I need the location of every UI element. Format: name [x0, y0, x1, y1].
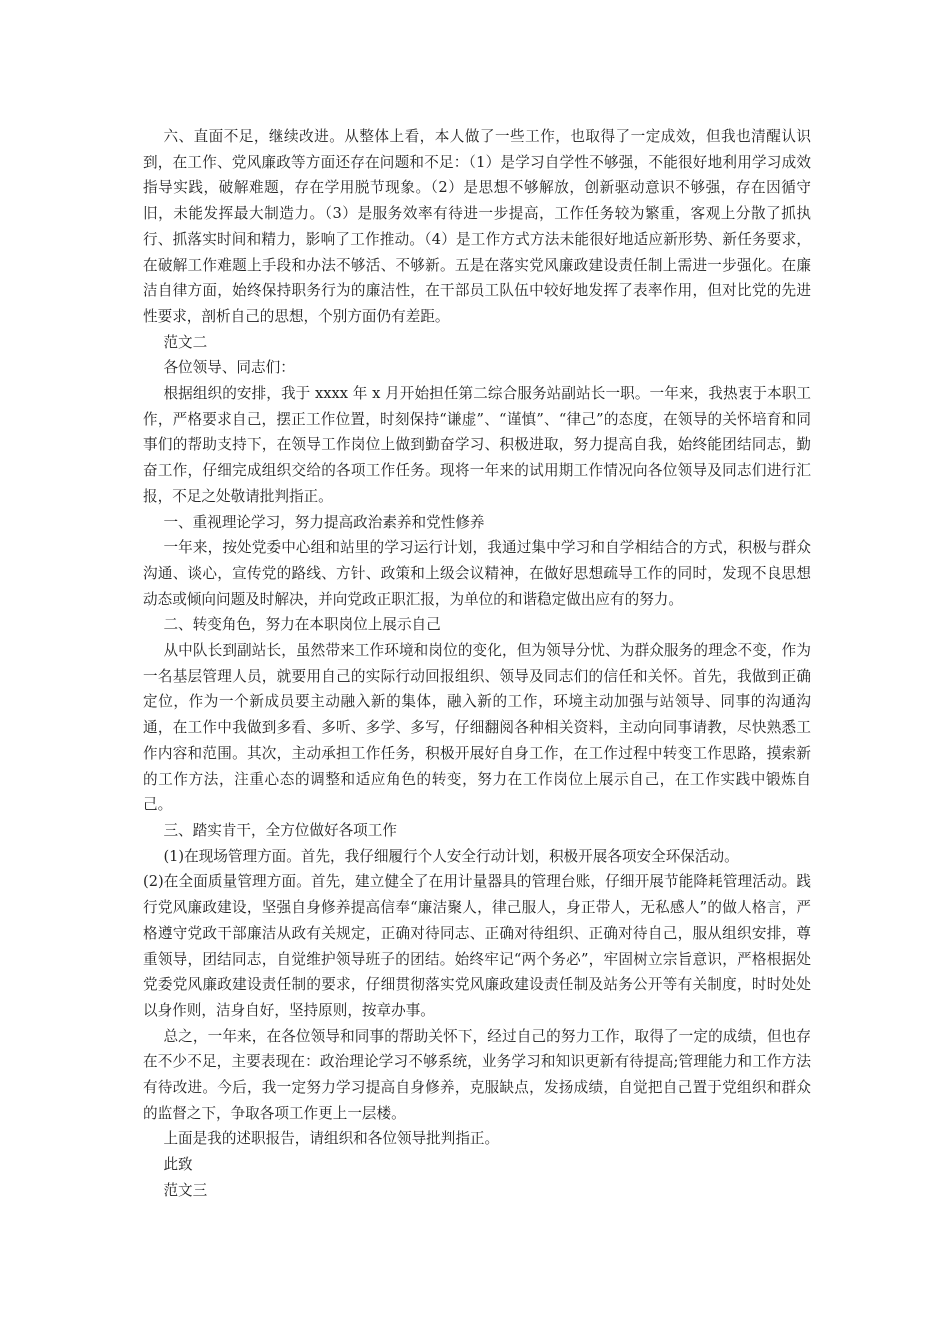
closing-salutation: 此致 — [163, 1156, 193, 1174]
heading-theory-study: 一、重视理论学习，努力提高政治素养和党性修养 — [163, 513, 485, 531]
paragraph-quality-management: (2)在全面质量管理方面。首先，建立健全了在用计量器具的管理台账，仔细开展节能降耗管理活动。践行党风廉政建设，坚强自身修养提高信奉“廉洁聚人，律己服人，身正带人，无私感人”的做人格言，严格遵守党政干部廉洁从政有关规定，正确对待同志、正确对待组织、正确对待自己，服从组织安排，尊重领导，团结同志，自觉维护领导班子的团结。始终牢记“两个务必”，牢固树立宗旨意识，严格根据处党委党风廉政建设责任制的要求，仔细贯彻落实党风廉政建设责任制及站务公开等有关制度，时时处处以身作则，洁身自好，坚持原则，按章办事。 — [143, 873, 811, 1019]
paragraph-theory-study: 一年来，按处党委中心组和站里的学习运行计划，我通过集中学习和自学相结合的方式，积极与群众沟通、谈心，宣传党的路线、方针、政策和上级会议精神，在做好思想疏导工作的同时，发现不良思想动态或倾向问题及时解决，并向党政正职汇报，为单位的和谐稳定做出应有的努力。 — [143, 539, 811, 608]
section-heading-sample-two: 范文二 — [163, 333, 208, 351]
section-heading-sample-three: 范文三 — [163, 1181, 208, 1199]
paragraph-self-improvement: 六、直面不足，继续改进。从整体上看，本人做了一些工作，也取得了一定成效，但我也清醒认识到，在工作、党风廉政等方面还存在问题和不足：（1）是学习自学性不够强，不能很好地利用学习成效指导实践，破解难题，存在学用脱节现象。（2）是思想不够解放，创新驱动意识不够强，存在因循守旧，未能发挥最大制造力。（3）是服务效率有待进一步提高，工作任务较为繁重，客观上分散了抓执行、抓落实时间和精力，影响了工作推动。（4）是工作方式方法未能很好地适应新形势、新任务要求，在破解工作难题上手段和办法不够活、不够新。五是在落实党风廉政建设责任制上需进一步强化。在廉洁自律方面，始终保持职务行为的廉洁性，在干部员工队伍中较好地发挥了表率作用，但对比党的先进性要求，剖析自己的思想，个别方面仍有差距。 — [143, 128, 811, 325]
paragraph-closing-request: 上面是我的述职报告，请组织和各位领导批判指正。 — [163, 1130, 500, 1148]
document-page — [143, 124, 811, 1204]
salutation: 各位领导、同志们： — [163, 359, 295, 377]
paragraph-summary: 总之，一年来，在各位领导和同事的帮助关怀下，经过自己的努力工作，取得了一定的成绩，但也存在不少不足，主要表现在：政治理论学习不够系统，业务学习和知识更新有待提高;管理能力和工作方法有待改进。今后，我一定努力学习提高自身修养，克服缺点，发扬成绩，自觉把自己置于党组织和群众的监督之下，争取各项工作更上一层楼。 — [143, 1027, 811, 1122]
paragraph-site-management: (1)在现场管理方面。首先，我仔细履行个人安全行动计划，积极开展各项安全环保活动。 — [163, 847, 739, 865]
heading-role-change: 二、转变角色，努力在本职岗位上展示自己 — [163, 616, 441, 634]
paragraph-introduction: 根据组织的安排，我于 xxxx 年 x 月开始担任第二综合服务站副站长一职。一年来，我热衷于本职工作，严格要求自己，摆正工作位置，时刻保持“谦虚”、“谨慎”、“律己”的态度，在领导的关怀培育和同事们的帮助支持下，在领导工作岗位上做到勤奋学习、积极进取，努力提高自我，始终能团结同志，勤奋工作，仔细完成组织交给的各项工作任务。现将一年来的试用期工作情况向各位领导及同志们进行汇报，不足之处敬请批判指正。 — [143, 385, 811, 505]
heading-hard-work: 三、踏实肯干，全方位做好各项工作 — [163, 821, 397, 839]
paragraph-role-change: 从中队长到副站长，虽然带来工作环境和岗位的变化，但为领导分忧、为群众服务的理念不变，作为一名基层管理人员，就要用自己的实际行动回报组织、领导及同志们的信任和关怀。首先，我做到正确定位，作为一个新成员要主动融入新的集体，融入新的工作，环境主动加强与站领导、同事的沟通沟通，在工作中我做到多看、多听、多学、多写，仔细翻阅各种相关资料，主动向同事请教，尽快熟悉工作内容和范围。其次，主动承担工作任务，积极开展好自身工作，在工作过程中转变工作思路，摸索新的工作方法，注重心态的调整和适应角色的转变，努力在工作岗位上展示自己，在工作实践中锻炼自己。 — [143, 642, 811, 814]
